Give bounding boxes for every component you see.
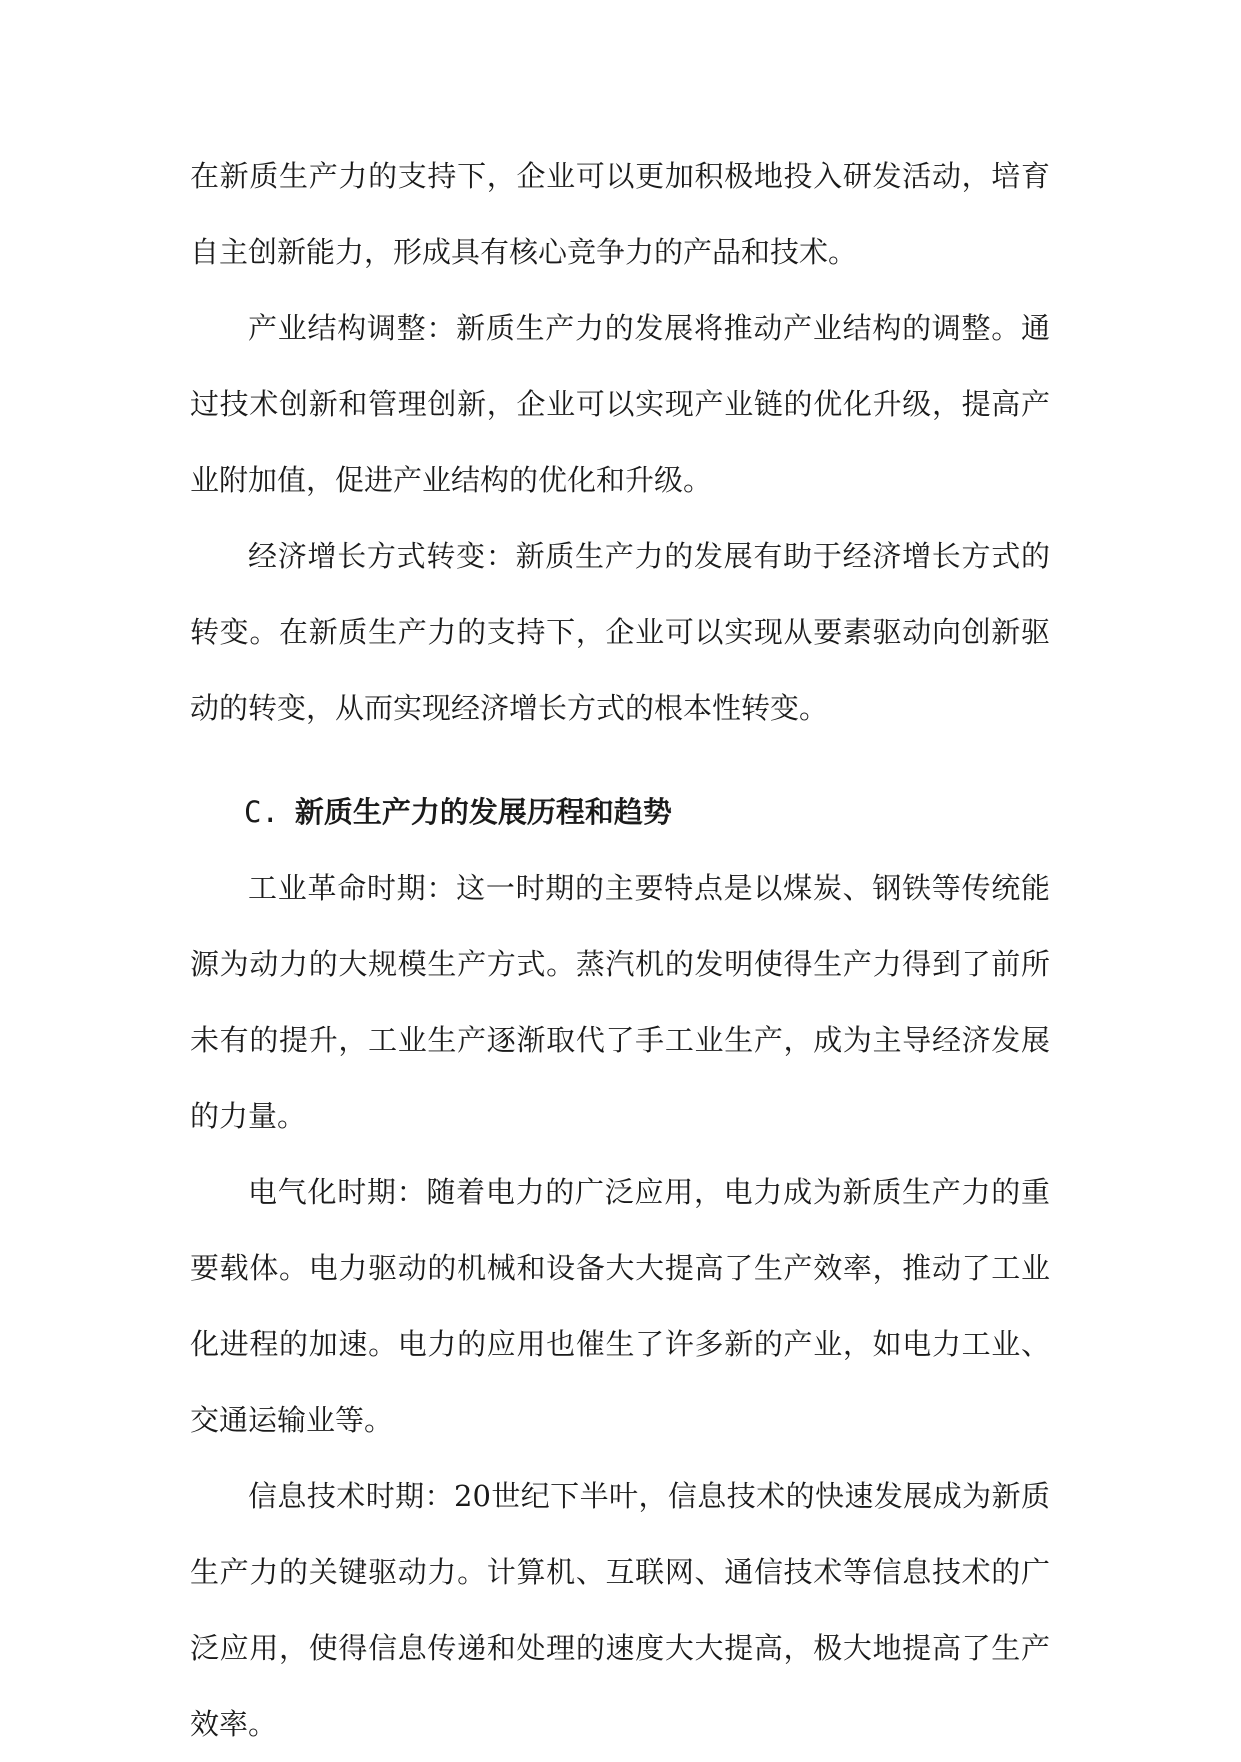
paragraph-industrial-revolution: 工业革命时期：这一时期的主要特点是以煤炭、钢铁等传统能源为动力的大规模生产方式。蒸汽机的发明使得生产力得到了前所未有的提升，工业生产逐渐取代了手工业生产，成为主导经济发展的力量。: [190, 871, 1050, 1133]
paragraph-industrial-structure: 产业结构调整：新质生产力的发展将推动产业结构的调整。通过技术创新和管理创新，企业可以实现产业链的优化升级，提高产业附加值，促进产业结构的优化和升级。: [190, 311, 1050, 497]
section-heading: [190, 774, 1050, 850]
document-body: [190, 138, 1050, 1762]
paragraph-growth-mode: 经济增长方式转变：新质生产力的发展有助于经济增长方式的转变。在新质生产力的支持下，企业可以实现从要素驱动向创新驱动的转变，从而实现经济增长方式的根本性转变。: [190, 539, 1050, 725]
section-title: 新质生产力的发展历程和趋势: [294, 795, 672, 829]
paragraph-electrification: 电气化时期：随着电力的广泛应用，电力成为新质生产力的重要载体。电力驱动的机械和设备大大提高了生产效率，推动了工业化进程的加速。电力的应用也催生了许多新的产业，如电力工业、交通运输业等。: [190, 1175, 1050, 1437]
paragraph-continued: 在新质生产力的支持下，企业可以更加积极地投入研发活动，培育自主创新能力，形成具有核心竞争力的产品和技术。: [190, 159, 1050, 269]
section-number: C.: [244, 795, 279, 829]
paragraph-information-technology: 信息技术时期：20世纪下半叶，信息技术的快速发展成为新质生产力的关键驱动力。计算机、互联网、通信技术等信息技术的广泛应用，使得信息传递和处理的速度大大提高，极大地提高了生产效率。: [190, 1479, 1050, 1741]
